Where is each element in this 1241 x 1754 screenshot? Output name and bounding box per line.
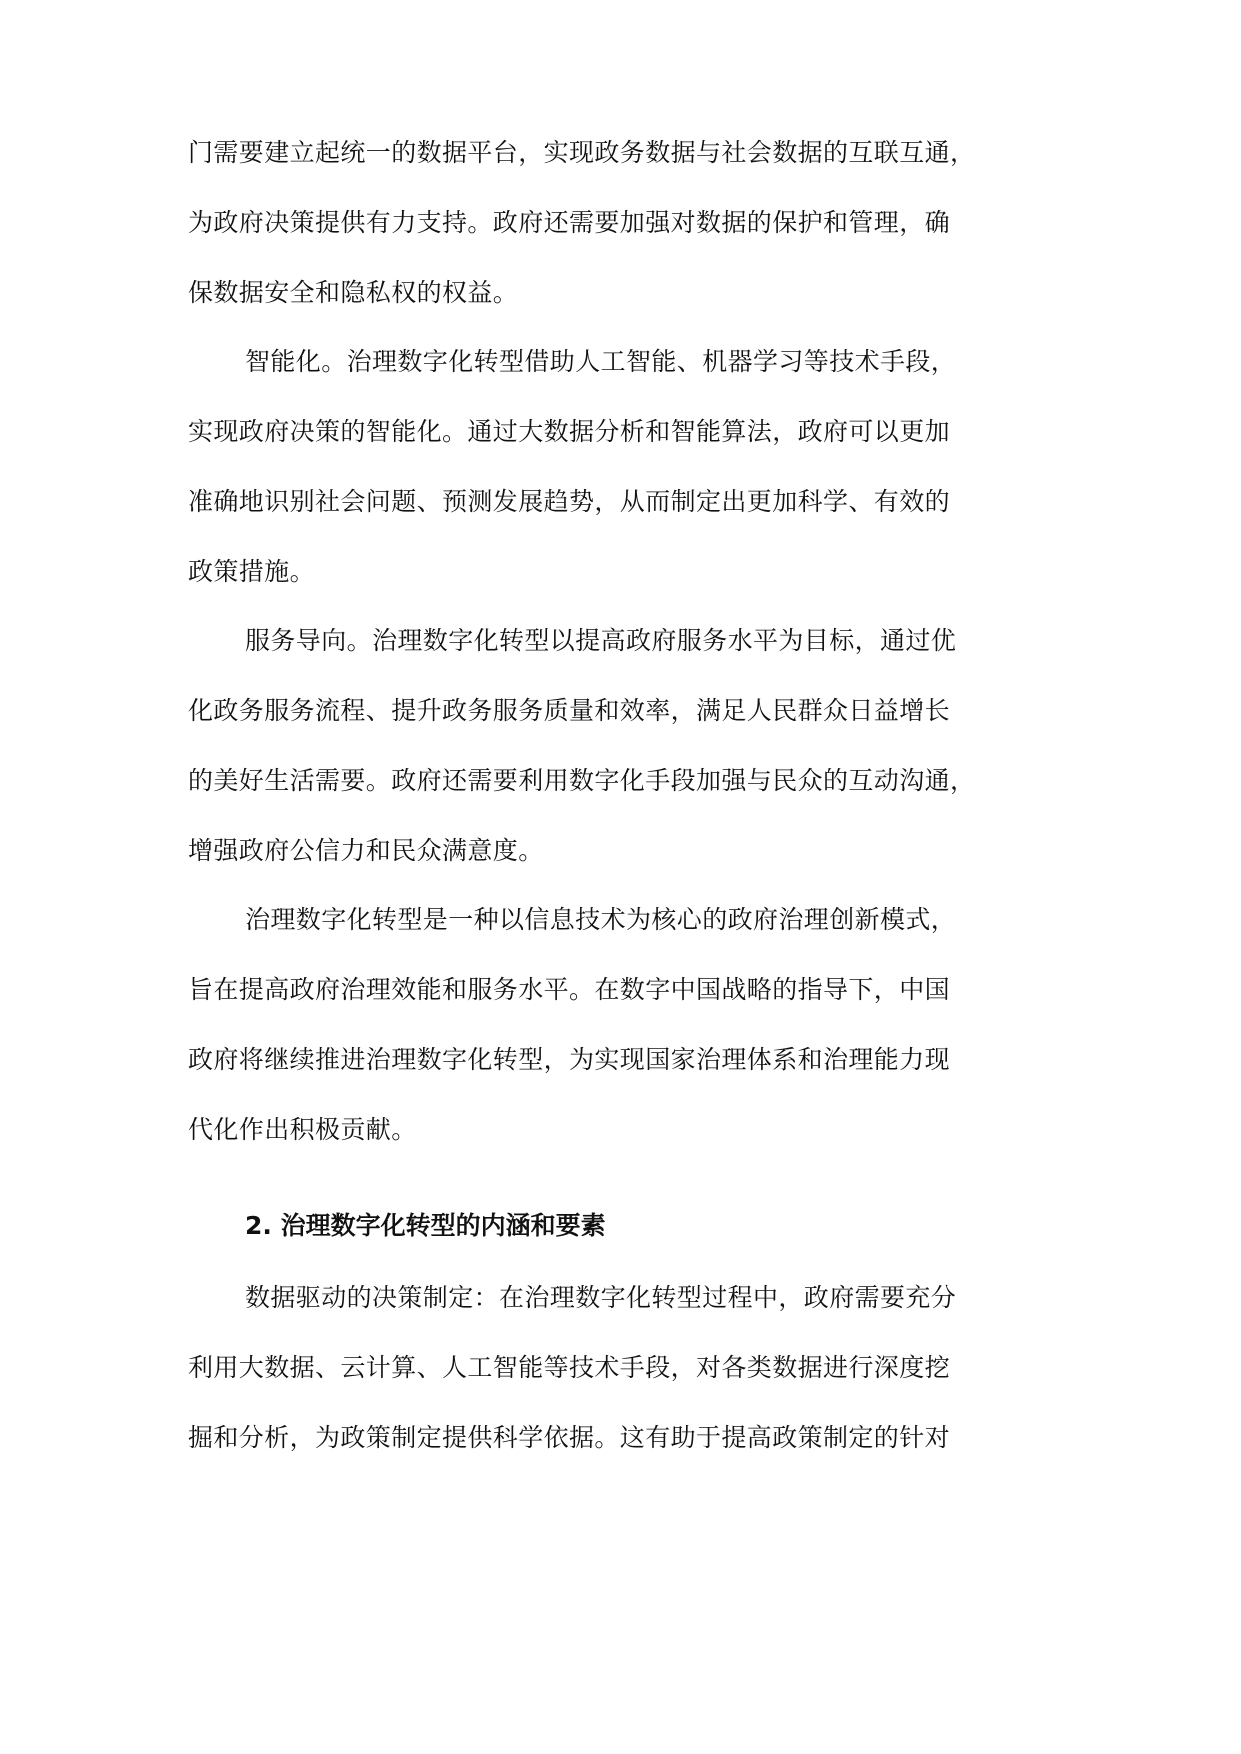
section-heading: 2. 治理数字化转型的内涵和要素 bbox=[245, 1211, 606, 1240]
paragraph-1-line-1: 门需要建立起统一的数据平台，实现政务数据与社会数据的互联互通， bbox=[188, 138, 976, 167]
paragraph-4-line-3: 政府将继续推进治理数字化转型，为实现国家治理体系和治理能力现 bbox=[188, 1045, 951, 1074]
paragraph-3-line-2: 化政务服务流程、提升政务服务质量和效率，满足人民群众日益增长 bbox=[188, 696, 951, 725]
paragraph-2-line-4: 政策措施。 bbox=[188, 557, 316, 586]
paragraph-1-line-3: 保数据安全和隐私权的权益。 bbox=[188, 278, 519, 307]
paragraph-2-line-3: 准确地识别社会问题、预测发展趋势，从而制定出更加科学、有效的 bbox=[188, 487, 951, 516]
section-paragraph-1-line-1: 数据驱动的决策制定：在治理数字化转型过程中，政府需要充分 bbox=[245, 1283, 957, 1312]
section-paragraph-1-line-2: 利用大数据、云计算、人工智能等技术手段，对各类数据进行深度挖 bbox=[188, 1353, 951, 1382]
paragraph-3-line-3: 的美好生活需要。政府还需要利用数字化手段加强与民众的互动沟通， bbox=[188, 766, 976, 795]
paragraph-1-line-2: 为政府决策提供有力支持。政府还需要加强对数据的保护和管理，确 bbox=[188, 208, 951, 237]
section-paragraph-1-line-3: 掘和分析，为政策制定提供科学依据。这有助于提高政策制定的针对 bbox=[188, 1423, 951, 1452]
paragraph-4-line-2: 旨在提高政府治理效能和服务水平。在数字中国战略的指导下，中国 bbox=[188, 975, 951, 1004]
paragraph-2-line-2: 实现政府决策的智能化。通过大数据分析和智能算法，政府可以更加 bbox=[188, 417, 951, 446]
paragraph-4-line-4: 代化作出积极贡献。 bbox=[188, 1115, 417, 1144]
paragraph-2-line-1: 智能化。治理数字化转型借助人工智能、机器学习等技术手段， bbox=[245, 347, 957, 376]
paragraph-3-line-1: 服务导向。治理数字化转型以提高政府服务水平为目标，通过优 bbox=[245, 626, 957, 655]
paragraph-4-line-1: 治理数字化转型是一种以信息技术为核心的政府治理创新模式， bbox=[245, 905, 957, 934]
paragraph-3-line-4: 增强政府公信力和民众满意度。 bbox=[188, 836, 544, 865]
